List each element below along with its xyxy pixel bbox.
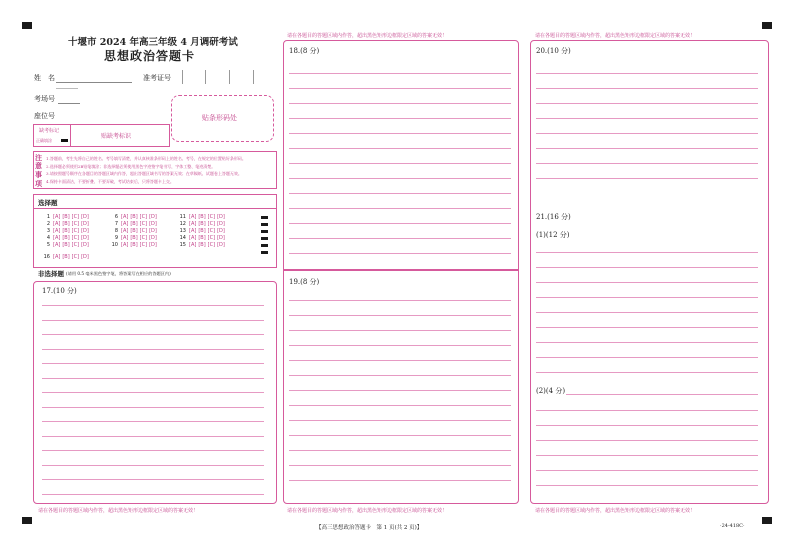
mcq-option-bubble[interactable]: [C]	[71, 214, 80, 220]
mcq-option-bubble[interactable]: [A]	[53, 228, 61, 234]
mcq-question-number: 12	[179, 221, 186, 227]
mcq-row	[176, 242, 227, 248]
mcq-question-number: 9	[114, 235, 118, 241]
mcq-option-bubble[interactable]: [C]	[207, 242, 216, 248]
answer-line	[42, 450, 264, 451]
answer-line	[536, 118, 758, 119]
mcq-option-bubble[interactable]: [B]	[62, 228, 70, 234]
question-19-title: 19.(8 分)	[289, 278, 320, 286]
mcq-option-bubble[interactable]: [B]	[130, 235, 138, 241]
answer-line	[289, 480, 511, 481]
choice-title: 选择题	[38, 199, 58, 207]
absent-sticker-label: 贴缺考标识	[101, 133, 132, 140]
answer-line	[42, 305, 264, 306]
exam-room-label: 考场号	[34, 95, 55, 103]
fill-sample	[61, 139, 68, 142]
answer-line	[536, 440, 758, 441]
mcq-option-bubble[interactable]: [D]	[217, 214, 225, 220]
answer-line	[42, 494, 264, 495]
answer-line	[289, 73, 511, 74]
answer-line	[536, 312, 758, 313]
mcq-option-bubble[interactable]: [C]	[207, 214, 216, 220]
answer-line	[289, 420, 511, 421]
exam-room-field[interactable]	[58, 103, 80, 104]
mcq-option-bubble[interactable]: [B]	[130, 214, 138, 220]
mcq-question-number: 8	[114, 228, 118, 234]
answer-line	[566, 394, 758, 395]
answer-line	[42, 320, 264, 321]
barcode-area[interactable]	[171, 95, 274, 142]
mcq-option-bubble[interactable]: [C]	[139, 235, 148, 241]
answer-line	[536, 103, 758, 104]
mcq-question-number: 6	[114, 214, 118, 220]
notes-list	[46, 155, 274, 185]
note-item: 1.答题前，考生先将自己的姓名、考号填写清楚，并认真核准条形码上的姓名、考号，在规定的位置贴好条形码。	[46, 156, 246, 161]
answer-line	[289, 345, 511, 346]
exam-title: 十堰市 2024 年高三年级 4 月调研考试	[68, 37, 238, 48]
mcq-question-number: 16	[43, 254, 50, 260]
answer-line	[289, 405, 511, 406]
answer-line	[42, 407, 264, 408]
seat-label: 座位号	[34, 112, 55, 120]
mcq-option-bubble[interactable]: [B]	[62, 214, 70, 220]
answer-line	[536, 485, 758, 486]
mcq-option-bubble[interactable]: [A]	[189, 228, 197, 234]
mcq-question-number: 4	[46, 235, 50, 241]
mcq-option-bubble[interactable]: [A]	[189, 235, 197, 241]
warning-note-right-top: 请在各题目的答题区域内作答，超出黑色矩形边框限定区域的答案无效！	[535, 33, 696, 39]
mcq-row	[108, 221, 159, 227]
note-item: 3.请按照题号顺序在各题目的答题区域内作答，超出答题区域书写的答案无效；在草稿纸、试题卷上答题无效。	[46, 171, 242, 177]
warning-note-middle-bottom: 请在各题目的答题区域内作答，超出黑色矩形边框限定区域的答案无效！	[287, 508, 448, 514]
mcq-row	[108, 235, 159, 241]
mcq-option-bubble[interactable]: [C]	[71, 228, 80, 234]
mcq-option-bubble[interactable]: [C]	[139, 228, 148, 234]
answer-line	[289, 300, 511, 301]
answer-line	[42, 421, 264, 422]
registration-mark-bottom-right	[762, 517, 772, 524]
mcq-option-bubble[interactable]: [A]	[53, 254, 61, 260]
answer-line	[289, 163, 511, 164]
mcq-option-bubble[interactable]: [C]	[207, 221, 216, 227]
mcq-option-bubble[interactable]: [D]	[217, 242, 225, 248]
answer-line	[536, 282, 758, 283]
answer-line	[289, 360, 511, 361]
answer-line	[536, 342, 758, 343]
mcq-option-bubble[interactable]: [D]	[81, 254, 89, 260]
mcq-option-bubble[interactable]: [A]	[53, 214, 61, 220]
mcq-option-bubble[interactable]: [D]	[217, 228, 225, 234]
mcq-row	[40, 214, 91, 220]
mcq-option-bubble[interactable]: [D]	[81, 235, 89, 241]
answer-line	[536, 148, 758, 149]
mcq-option-bubble[interactable]: [D]	[81, 214, 89, 220]
mcq-option-bubble[interactable]: [A]	[121, 228, 129, 234]
answer-area-q19[interactable]	[283, 269, 519, 504]
answer-line	[536, 470, 758, 471]
question-21-title: 21.(16 分)	[536, 213, 571, 221]
mcq-question-number: 14	[179, 235, 186, 241]
timing-mark	[261, 237, 268, 240]
mcq-option-bubble[interactable]: [C]	[139, 242, 148, 248]
answer-line	[289, 133, 511, 134]
non-choice-subtitle: (请用 0.5 毫米黑色签字笔，将答案写在相应的答题区内)	[66, 271, 171, 276]
mcq-option-bubble[interactable]: [B]	[130, 221, 138, 227]
question-21-part1-title: (1)(12 分)	[536, 231, 570, 239]
absent-sub-label: 正确填涂	[36, 138, 52, 143]
mcq-option-bubble[interactable]: [C]	[207, 228, 216, 234]
absent-sticker-area[interactable]	[69, 124, 170, 147]
notes-title-char: 项	[35, 179, 42, 188]
non-choice-title: 非选择题	[38, 270, 64, 278]
answer-line	[536, 133, 758, 134]
note-item: 2.选择题必须使用2B铅笔填涂；非选择题必须使用黑色字迹签字笔书写，字体工整、笔迹清楚。	[46, 163, 216, 169]
mcq-option-bubble[interactable]: [D]	[149, 235, 157, 241]
answer-line	[42, 479, 264, 480]
mcq-option-bubble[interactable]: [B]	[62, 221, 70, 227]
answer-line	[536, 252, 758, 253]
mcq-option-bubble[interactable]: [D]	[149, 228, 157, 234]
mcq-row	[176, 235, 227, 241]
mcq-option-bubble[interactable]: [A]	[53, 235, 61, 241]
page-code: ·24-418C·	[720, 523, 745, 529]
mcq-option-bubble[interactable]: [D]	[81, 228, 89, 234]
answer-line	[536, 372, 758, 373]
answer-line	[42, 334, 264, 335]
answer-line	[289, 103, 511, 104]
answer-line	[289, 330, 511, 331]
timing-mark	[261, 251, 268, 254]
mcq-option-bubble[interactable]: [C]	[139, 214, 148, 220]
answer-line	[289, 223, 511, 224]
mcq-row	[40, 228, 91, 234]
answer-line	[289, 238, 511, 239]
absent-box	[33, 124, 71, 147]
timing-mark	[261, 223, 268, 226]
answer-line	[42, 378, 264, 379]
mcq-option-bubble[interactable]: [D]	[81, 221, 89, 227]
answer-line	[536, 297, 758, 298]
mcq-option-bubble[interactable]: [C]	[71, 221, 80, 227]
notes-title-char: 意	[35, 161, 42, 170]
warning-note-left: 请在各题目的答题区域内作答，超出黑色矩形边框限定区域的答案无效！	[38, 508, 199, 514]
mcq-row	[40, 254, 91, 260]
mcq-option-bubble[interactable]: [A]	[121, 242, 129, 248]
question-21-part2-title: (2)(4 分)	[536, 387, 566, 395]
mcq-row	[40, 235, 91, 241]
warning-note-right-bottom: 请在各题目的答题区域内作答，超出黑色矩形边框限定区域的答案无效！	[535, 508, 696, 514]
notes-box	[33, 151, 277, 189]
mcq-option-bubble[interactable]: [D]	[149, 242, 157, 248]
mcq-option-bubble[interactable]: [D]	[149, 221, 157, 227]
mcq-option-bubble[interactable]: [B]	[198, 235, 206, 241]
name-label: 姓 名	[34, 74, 55, 82]
answer-line	[42, 349, 264, 350]
mcq-row	[108, 242, 159, 248]
mcq-question-number: 1	[46, 214, 50, 220]
answer-line	[289, 390, 511, 391]
mcq-option-bubble[interactable]: [C]	[71, 254, 80, 260]
mcq-option-bubble[interactable]: [D]	[149, 214, 157, 220]
mcq-row	[40, 221, 91, 227]
question-17-title: 17.(10 分)	[42, 287, 77, 295]
answer-line	[536, 267, 758, 268]
mcq-option-bubble[interactable]: [A]	[189, 221, 197, 227]
mcq-option-bubble[interactable]: [B]	[198, 242, 206, 248]
page-footer-label: 【高三思想政治答题卡 第 1 页(共 2 页)】	[316, 525, 423, 531]
mcq-option-bubble[interactable]: [B]	[130, 242, 138, 248]
answer-line	[536, 357, 758, 358]
answer-area-q18[interactable]	[283, 40, 519, 271]
answer-line	[289, 208, 511, 209]
mcq-row	[108, 228, 159, 234]
notes-title-char: 注	[35, 153, 42, 162]
mcq-option-bubble[interactable]: [A]	[53, 221, 61, 227]
mcq-option-bubble[interactable]: [B]	[62, 242, 70, 248]
answer-line	[536, 88, 758, 89]
answer-line	[289, 450, 511, 451]
mcq-question-number: 11	[179, 214, 186, 220]
mcq-question-number: 10	[111, 242, 118, 248]
mcq-option-bubble[interactable]: [C]	[71, 235, 80, 241]
answer-line	[289, 88, 511, 89]
answer-line	[289, 465, 511, 466]
answer-line	[42, 392, 264, 393]
mcq-question-number: 7	[114, 221, 118, 227]
ticket-number-label: 准考证号	[143, 74, 171, 82]
answer-line	[536, 73, 758, 74]
answer-line	[289, 375, 511, 376]
answer-line	[289, 435, 511, 436]
answer-area-q20-q21[interactable]	[530, 40, 769, 504]
mcq-row	[40, 242, 91, 248]
card-title: 思想政治答题卡	[104, 49, 196, 63]
mcq-option-bubble[interactable]: [A]	[189, 242, 197, 248]
timing-mark	[261, 244, 268, 247]
timing-mark	[261, 230, 268, 233]
answer-line	[42, 436, 264, 437]
answer-line	[536, 410, 758, 411]
mcq-row	[176, 221, 227, 227]
mcq-option-bubble[interactable]: [A]	[121, 235, 129, 241]
mcq-option-bubble[interactable]: [C]	[71, 242, 80, 248]
answer-line	[289, 148, 511, 149]
mcq-option-bubble[interactable]: [D]	[217, 221, 225, 227]
notes-title-char: 事	[35, 170, 42, 179]
mcq-question-number: 15	[179, 242, 186, 248]
mcq-row	[176, 228, 227, 234]
answer-line	[289, 315, 511, 316]
ticket-number-boxes[interactable]	[182, 70, 275, 84]
mcq-row	[176, 214, 227, 220]
mcq-row	[108, 214, 159, 220]
mcq-option-bubble[interactable]: [D]	[81, 242, 89, 248]
mcq-option-bubble[interactable]: [B]	[62, 235, 70, 241]
timing-mark	[261, 216, 268, 219]
note-item: 4.保持卡面清洁，不要折叠、不要弄破，考试结束后，只将答题卡上交。	[46, 178, 174, 184]
answer-line	[42, 363, 264, 364]
mcq-option-bubble[interactable]: [B]	[198, 221, 206, 227]
absent-label: 缺考标记	[39, 128, 60, 134]
registration-mark-top-left	[22, 22, 32, 29]
warning-note-middle-top: 请在各题目的答题区域内作答，超出黑色矩形边框限定区域的答案无效！	[287, 33, 448, 39]
mcq-question-number: 5	[46, 242, 50, 248]
question-20-title: 20.(10 分)	[536, 47, 571, 55]
mcq-option-bubble[interactable]: [A]	[189, 214, 197, 220]
mcq-option-bubble[interactable]: [A]	[121, 214, 129, 220]
mcq-option-bubble[interactable]: [B]	[130, 228, 138, 234]
question-18-title: 18.(8 分)	[289, 47, 320, 55]
registration-mark-bottom-left	[22, 517, 32, 524]
mcq-question-number: 2	[46, 221, 50, 227]
answer-line	[42, 465, 264, 466]
answer-line	[536, 455, 758, 456]
mcq-question-number: 13	[179, 228, 186, 234]
registration-mark-top-right	[762, 22, 772, 29]
answer-line	[289, 253, 511, 254]
answer-line	[289, 178, 511, 179]
mcq-question-number: 3	[46, 228, 50, 234]
mcq-option-bubble[interactable]: [A]	[53, 242, 61, 248]
barcode-label: 贴条形码处	[202, 114, 237, 122]
mcq-option-bubble[interactable]: [D]	[217, 235, 225, 241]
mcq-option-bubble[interactable]: [B]	[198, 214, 206, 220]
answer-line	[536, 327, 758, 328]
answer-line	[289, 193, 511, 194]
answer-line	[536, 425, 758, 426]
mcq-option-bubble[interactable]: [B]	[62, 254, 70, 260]
answer-line	[289, 118, 511, 119]
mcq-option-bubble[interactable]: [A]	[121, 221, 129, 227]
mcq-option-bubble[interactable]: [C]	[207, 235, 216, 241]
answer-line	[536, 163, 758, 164]
answer-line	[536, 178, 758, 179]
mcq-option-bubble[interactable]: [B]	[198, 228, 206, 234]
mcq-option-bubble[interactable]: [C]	[139, 221, 148, 227]
name-field[interactable]	[56, 82, 132, 83]
